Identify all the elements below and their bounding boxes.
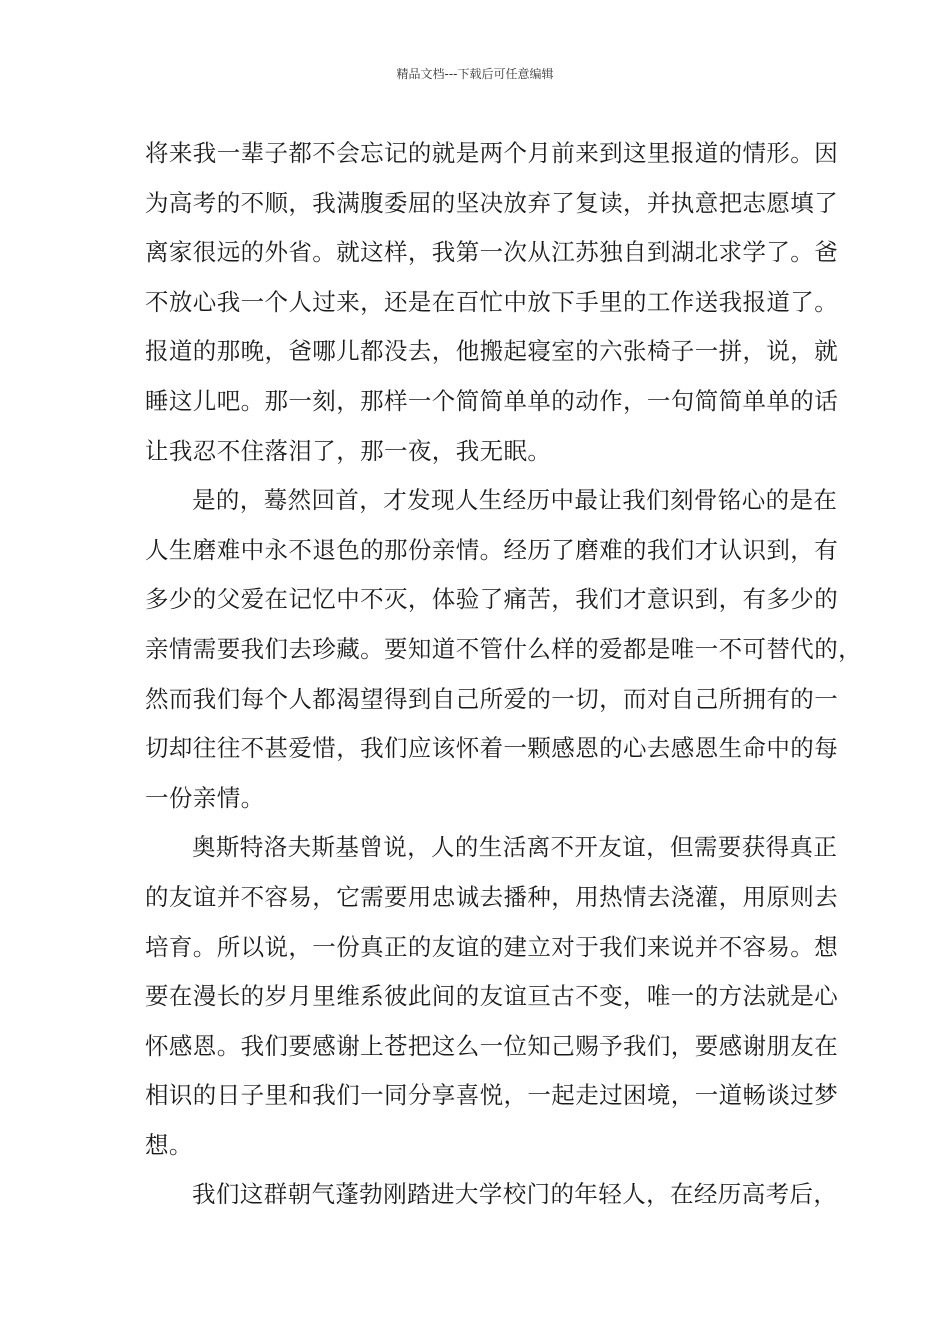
text-line: 是的，蓦然回首，才发现人生经历中最让我们刻骨铭心的是在: [192, 486, 838, 515]
text-line: 想。: [145, 1130, 193, 1159]
text-line: 为高考的不顺，我满腹委屈的坚决放弃了复读，并执意把志愿填了: [145, 188, 839, 217]
text-line: 要在漫长的岁月里维系彼此间的友谊亘古不变，唯一的方法就是心: [145, 982, 839, 1011]
text-line: 离家很远的外省。就这样，我第一次从江苏独自到湖北求学了。爸: [145, 238, 839, 267]
text-line: 多少的父爱在记忆中不灭，体验了痛苦，我们才意识到，有多少的: [145, 585, 839, 614]
document-body: [145, 133, 862, 1224]
text-line: 不放心我一个人过来，还是在百忙中放下手里的工作送我报道了。: [145, 287, 839, 316]
text-line: 报道的那晚，爸哪儿都没去，他搬起寝室的六张椅子一拼，说，就: [145, 337, 839, 366]
text-line: 培育。所以说，一份真正的友谊的建立对于我们来说并不容易。想: [145, 932, 839, 961]
text-line: 奥斯特洛夫斯基曾说，人的生活离不开友谊，但需要获得真正: [192, 833, 838, 862]
text-line: 相识的日子里和我们一同分享喜悦，一起走过困境，一道畅谈过梦: [145, 1081, 839, 1110]
text-line: 怀感恩。我们要感谢上苍把这么一位知己赐予我们，要感谢朋友在: [145, 1031, 839, 1060]
text-line: 人生磨难中永不退色的那份亲情。经历了磨难的我们才认识到，有: [145, 535, 839, 564]
text-line: 将来我一辈子都不会忘记的就是两个月前来到这里报道的情形。因: [145, 139, 839, 167]
text-line: 切却往往不甚爱惜，我们应该怀着一颗感恩的心去感恩生命中的每: [145, 734, 839, 763]
text-line: 的友谊并不容易，它需要用忠诚去播种，用热情去浇灌，用原则去: [145, 882, 839, 911]
text-line: 让我忍不住落泪了，那一夜，我无眠。: [145, 436, 552, 465]
text-line: 然而我们每个人都渴望得到自己所爱的一切，而对自己所拥有的一: [145, 684, 839, 713]
page-header: 精品文档---下载后可任意编辑: [396, 67, 554, 81]
text-line: 我们这群朝气蓬勃刚踏进大学校门的年轻人，在经历高考后，: [192, 1180, 838, 1209]
text-line: 睡这儿吧。那一刻，那样一个简简单单的动作，一句简简单单的话: [145, 386, 839, 415]
text-line: 一份亲情。: [145, 783, 265, 812]
text-line: 亲情需要我们去珍藏。要知道不管什么样的爱都是唯一不可替代的，: [145, 634, 862, 663]
